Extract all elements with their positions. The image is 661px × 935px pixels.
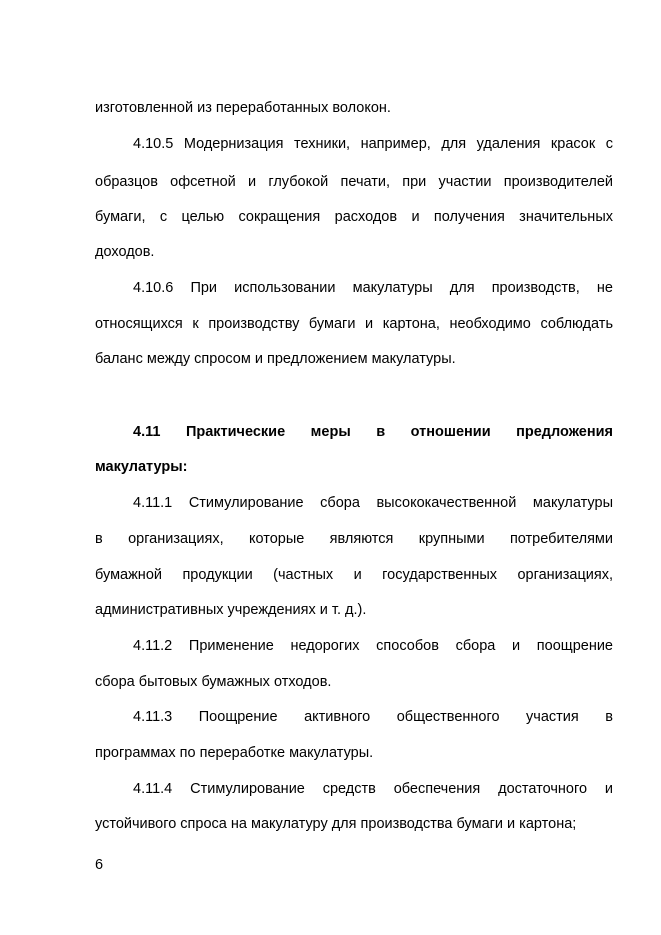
paragraph-line: изготовленной из переработанных волокон. xyxy=(95,100,391,116)
paragraph-line: бумаги, с целью сокращения расходов и получения значительных xyxy=(95,209,613,225)
paragraph-4-10-5-line: 4.10.5 Модернизация техники, например, для удаления красок с xyxy=(133,136,613,152)
paragraph-4-10-6-line: 4.10.6 При использовании макулатуры для производств, не xyxy=(133,280,613,296)
paragraph-line: образцов офсетной и глубокой печати, при участии производителей xyxy=(95,174,613,190)
paragraph-line: в организациях, которые являются крупными потребителями xyxy=(95,531,613,547)
paragraph-line: программах по переработке макулатуры. xyxy=(95,745,374,761)
paragraph-line: баланс между спросом и предложением макулатуры. xyxy=(95,351,456,367)
paragraph-line: административных учреждениях и т. д.). xyxy=(95,602,367,618)
paragraph-line: бумажной продукции (частных и государственных организациях, xyxy=(95,567,613,583)
page-number: 6 xyxy=(95,857,104,873)
paragraph-line: доходов. xyxy=(95,244,155,260)
section-heading-continuation: макулатуры: xyxy=(95,459,188,475)
paragraph-line: сбора бытовых бумажных отходов. xyxy=(95,674,332,690)
paragraph-4-11-4-line: 4.11.4 Стимулирование средств обеспечения достаточного и xyxy=(133,781,613,797)
paragraph-4-11-2-line: 4.11.2 Применение недорогих способов сбора и поощрение xyxy=(133,638,613,654)
paragraph-4-11-1-line: 4.11.1 Стимулирование сбора высококачественной макулатуры xyxy=(133,495,613,511)
section-heading-4-11: 4.11 Практические меры в отношении предложения xyxy=(133,424,613,440)
paragraph-4-11-3-line: 4.11.3 Поощрение активного общественного участия в xyxy=(133,709,613,725)
paragraph-line: устойчивого спроса на макулатуру для производства бумаги и картона; xyxy=(95,816,577,832)
paragraph-line: относящихся к производству бумаги и картона, необходимо соблюдать xyxy=(95,316,613,332)
